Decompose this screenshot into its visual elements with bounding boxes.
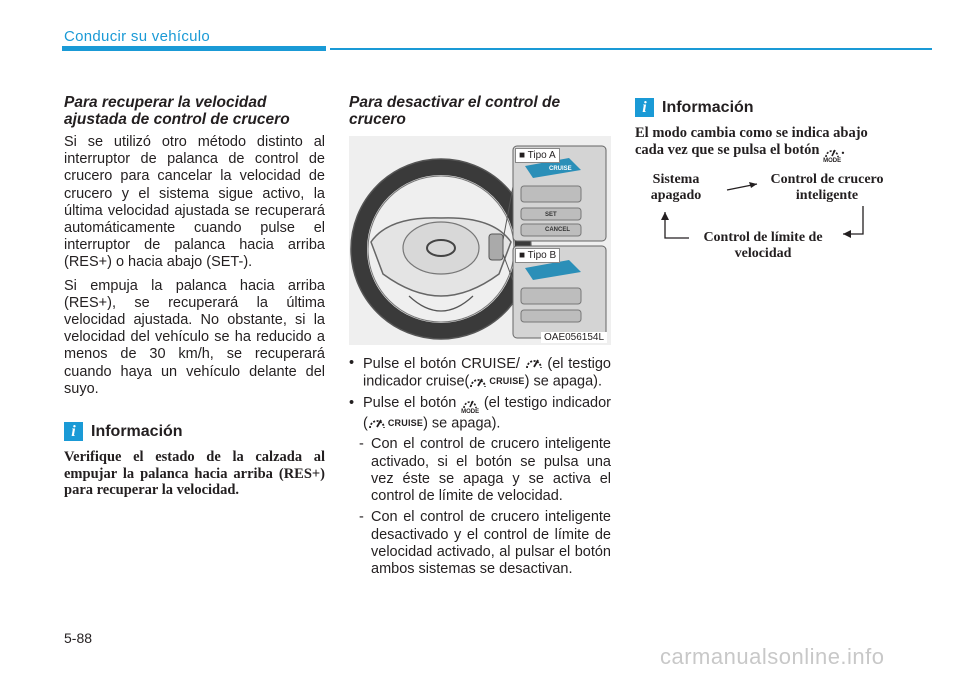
header-rule-thin bbox=[330, 48, 932, 50]
left-info-heading bbox=[64, 422, 325, 441]
diagram-arrows bbox=[635, 168, 897, 268]
info-icon: i bbox=[635, 98, 654, 117]
page-number: 5-88 bbox=[64, 630, 93, 646]
section-header: Conducir su vehículo bbox=[64, 28, 211, 45]
cruise-indicator-icon-2: CRUISE bbox=[368, 415, 423, 432]
dash-item-2: - Con el control de crucero inteligente desactivado y el control de límite de velocidad activado, al pulsar el botón ambos sistemas se desactivan. bbox=[359, 509, 611, 577]
diagram-smart-cruise: Control de crucero inteligente bbox=[770, 172, 884, 203]
steering-wheel-figure bbox=[349, 136, 611, 345]
left-heading: Para recuperar la velocidad ajustada de control de crucero bbox=[64, 94, 290, 128]
diagram-speed-limit: Control de límite de velocidad bbox=[703, 230, 823, 261]
right-column bbox=[635, 98, 897, 164]
middle-column bbox=[349, 94, 611, 578]
cruise-button-label: CRUISE bbox=[549, 166, 572, 172]
cruise-icon bbox=[525, 355, 543, 371]
diagram-system-off: Sistema apagado bbox=[650, 172, 702, 203]
bullet-1: • Pulse el botón CRUISE/ (el testigo indicador cruise( CRUISE ) se apaga). bbox=[349, 355, 611, 391]
cancel-button-label: CANCEL bbox=[545, 227, 570, 233]
steering-wheel-illustration bbox=[349, 136, 611, 345]
mode-icon: MODE bbox=[461, 397, 479, 415]
left-info-title: Información bbox=[91, 422, 183, 440]
cruise-indicator-icon: CRUISE bbox=[469, 373, 524, 390]
right-info-title: Información bbox=[662, 98, 754, 116]
header-rule-thick bbox=[62, 46, 326, 51]
mode-icon: MODE bbox=[823, 146, 841, 164]
left-column bbox=[64, 94, 325, 499]
watermark: carmanualsonline.info bbox=[660, 644, 885, 669]
tipo-a-label: ■ Tipo A bbox=[515, 148, 560, 163]
mode-diagram bbox=[635, 168, 897, 268]
info-icon: i bbox=[64, 422, 83, 441]
figure-code: OAE056154L bbox=[541, 332, 607, 343]
left-info-text: Verifique el estado de la calzada al empujar la palanca hacia arriba (RES+) para recuperar la velocidad. bbox=[64, 449, 325, 499]
tipo-b-label: ■ Tipo B bbox=[515, 248, 560, 263]
set-button-label: SET bbox=[545, 212, 557, 218]
middle-heading: Para desactivar el control de crucero bbox=[349, 94, 561, 128]
dash-item-1: - Con el control de crucero inteligente activado, si el botón se pulsa una vez éste se apaga y se activa el control de límite de velocidad. bbox=[359, 436, 611, 505]
right-info-heading bbox=[635, 98, 897, 117]
left-paragraph-1: Si se utilizó otro método distinto al interruptor de palanca de control de crucero para cancelar la velocidad de crucero y el sistema sigue activo, la última velocidad ajustada se recuperará automáticamente cuando pulse el interruptor de palanca hacia arriba (RES+) o hacia abajo (SET-). bbox=[64, 134, 325, 271]
left-paragraph-2: Si empuja la palanca hacia arriba (RES+), se recuperará la última velocidad ajustada. No obstante, si la velocidad del vehículo se ha reducido a menos de 30 km/h, se recuperará cuando haya un vehículo delante del suyo. bbox=[64, 277, 325, 397]
bullet-2: • Pulse el botón MODE (el testigo indicador ( CRUISE ) se apaga). bbox=[349, 395, 611, 433]
right-info-text: El modo cambia como se indica abajo cada vez que se pulsa el botón MODE . bbox=[635, 125, 868, 164]
